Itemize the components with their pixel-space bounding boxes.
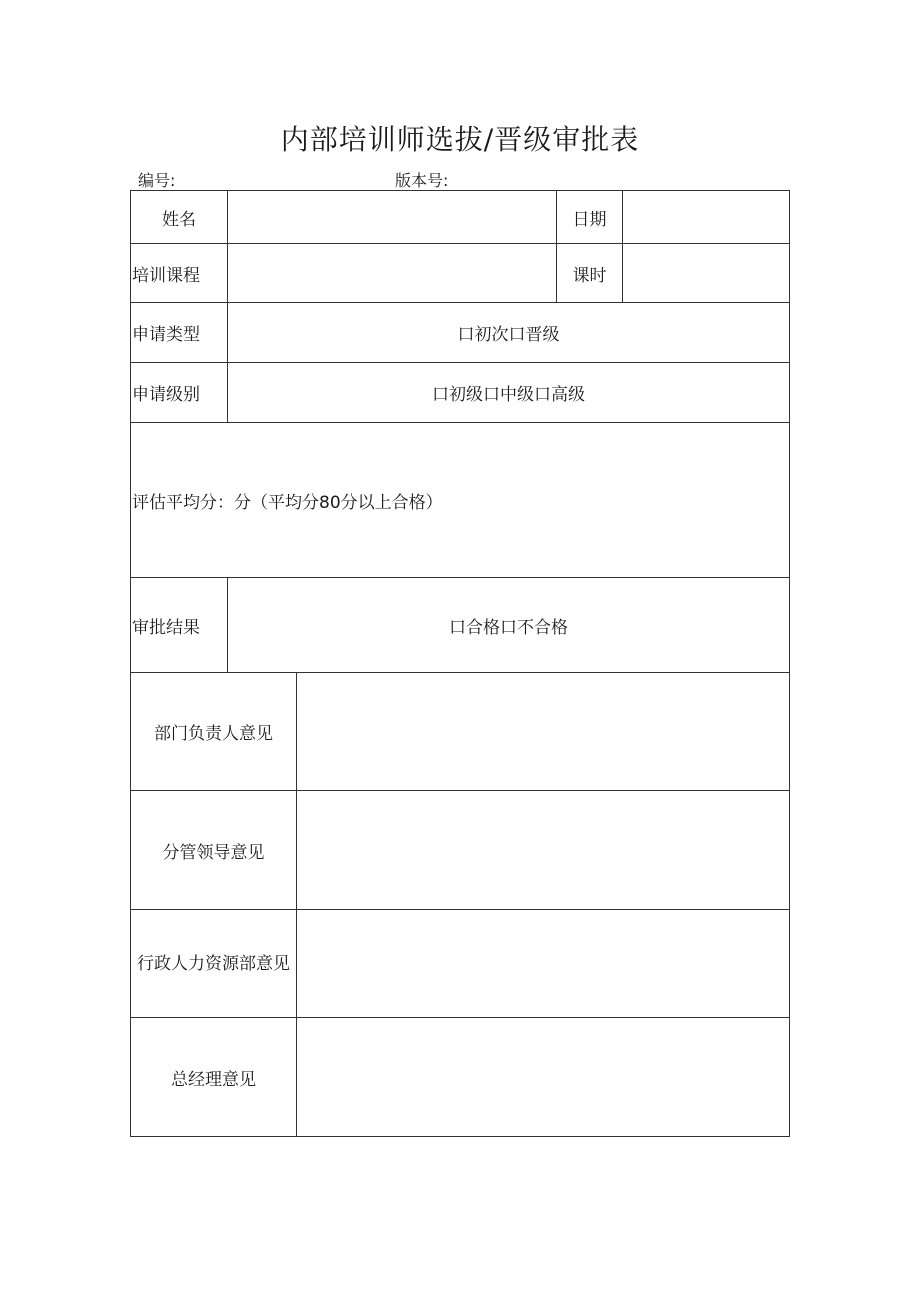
table-row — [131, 191, 790, 244]
table-row — [131, 423, 790, 578]
dept-head-opinion-field[interactable] — [297, 673, 790, 791]
average-score-field[interactable]: 评估平均分：分（平均分80分以上合格） — [131, 423, 790, 578]
table-row — [131, 363, 790, 423]
hours-label: 课时 — [557, 244, 623, 303]
apply-level-label: 申请级别 — [131, 363, 228, 423]
date-field[interactable] — [623, 191, 790, 244]
apply-type-label: 申请类型 — [131, 303, 228, 363]
table-row — [131, 578, 790, 673]
table-row — [131, 303, 790, 363]
version-number-label: 版本号: — [395, 171, 449, 190]
dept-head-opinion-label: 部门负责人意见 — [131, 673, 297, 791]
hr-opinion-field[interactable] — [297, 910, 790, 1018]
result-options[interactable]: 口合格口不合格 — [228, 578, 790, 673]
name-label: 姓名 — [131, 191, 228, 244]
result-label: 审批结果 — [131, 578, 228, 673]
course-label: 培训课程 — [131, 244, 228, 303]
gm-opinion-label: 总经理意见 — [131, 1018, 297, 1137]
apply-level-options[interactable]: 口初级口中级口高级 — [228, 363, 790, 423]
hr-opinion-label: 行政人力资源部意见 — [131, 910, 297, 1018]
table-row — [131, 910, 790, 1018]
page-title: 内部培训师选拔/晋级审批表 — [280, 123, 640, 156]
supervisor-opinion-label: 分管领导意见 — [131, 791, 297, 910]
approval-form-table — [130, 190, 790, 1137]
date-label: 日期 — [557, 191, 623, 244]
table-row — [131, 673, 790, 791]
name-field[interactable] — [228, 191, 557, 244]
hours-field[interactable] — [623, 244, 790, 303]
doc-number-label: 编号: — [138, 171, 176, 190]
apply-type-options[interactable]: 口初次口晋级 — [228, 303, 790, 363]
course-field[interactable] — [228, 244, 557, 303]
supervisor-opinion-field[interactable] — [297, 791, 790, 910]
table-row — [131, 1018, 790, 1137]
table-row — [131, 791, 790, 910]
table-row — [131, 244, 790, 303]
gm-opinion-field[interactable] — [297, 1018, 790, 1137]
